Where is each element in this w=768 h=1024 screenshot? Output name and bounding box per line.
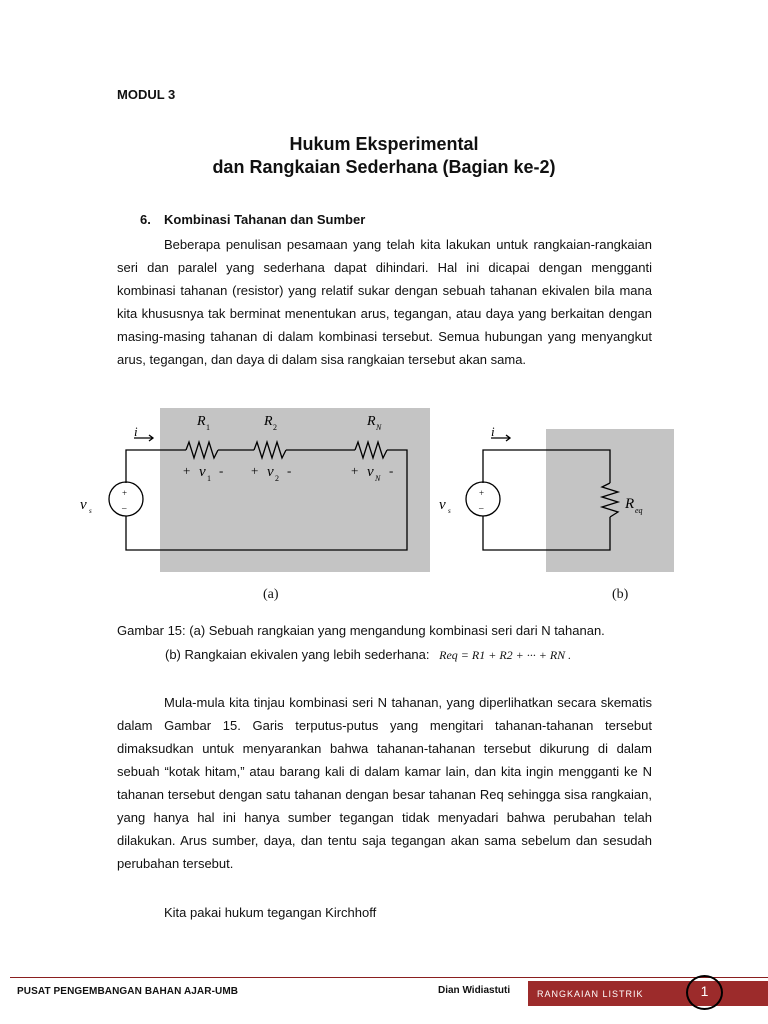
vn-minus: - [389, 463, 394, 478]
source-sub-b: s [448, 507, 451, 515]
current-label-a: i [134, 424, 138, 439]
paragraph-1: Beberapa penulisan pesamaan yang telah kita lakukan untuk rangkaian-rangkaian seri dan paralel yang sederhana dapat dihindari. Hal ini dicapai dengan mengganti kombinasi tahanan (resistor) yang relatif sukar dengan sebuah tahanan ekivalen bila mana kita khususnya tak berminat menentukan arus, tegangan, atau daya yang berkaitan dengan masing-masing tahanan di dalam kombinasi tersebut. Semua hubungan yang menyangkut arus, tegangan, dan daya di dalam sisa rangkaian tersebut akan sama. [117, 237, 652, 367]
section-title: Kombinasi Tahanan dan Sumber [164, 212, 366, 227]
vn-plus: + [351, 463, 359, 478]
v1-sub: 1 [207, 474, 211, 483]
section-number: 6. [140, 212, 151, 227]
paragraph-3: Kita pakai hukum tegangan Kirchhoff [164, 905, 377, 920]
page-number: 1 [700, 983, 709, 999]
vn-label: v [367, 464, 374, 480]
footer-institution: PUSAT PENGEMBANGAN BAHAN AJAR-UMB [17, 986, 239, 997]
rn-label: R [367, 414, 376, 429]
vn-sub: N [375, 474, 381, 483]
source-label-b: v [439, 497, 446, 513]
req-label: R [625, 496, 635, 512]
v1-minus: - [219, 463, 224, 478]
v2-label: v [267, 464, 274, 480]
r2-label: R [264, 414, 273, 429]
paragraph-2: Mula-mula kita tinjau kombinasi seri N tahanan, yang diperlihatkan secara skematis dalam Gambar 15. Garis terputus-putus yang mengitari tahanan-tahanan tersebut dimaksudkan untuk menyarankan bahwa tahanan-tahanan tersebut dikurung di dalam sebuah “kotak hitam,” atau barang kali di dalam kamar lain, dan kita ingin mengganti ke N tahanan tersebut dengan satu tahanan dengan besar tahanan Req sehingga sisa rangkaian, yang hanya hal ini hanya sumber tegangan tidak menyadari bahwa perubahan telah dilakukan. Arus sumber, daya, dan tentu saja tegangan akan sama sebelum dan sesudah perubahan tersebut. [117, 695, 652, 871]
footer-author: Dian Widiastuti [438, 985, 511, 996]
caption-formula: Req = R1 + R2 + ··· + RN . [439, 648, 572, 662]
source-minus-b: – [479, 503, 484, 513]
footer-course: RANGKAIAN LISTRIK [537, 989, 644, 999]
req-sub: eq [635, 506, 643, 515]
caption-text: (b) Rangkaian ekivalen yang lebih sederhana: [165, 647, 430, 662]
v2-plus: + [251, 463, 259, 478]
source-plus-b: + [479, 488, 485, 498]
footer-divider [10, 977, 768, 978]
current-label-b: i [491, 424, 495, 439]
v2-minus: - [287, 463, 292, 478]
black-box-a [160, 408, 430, 572]
r1-label: R [197, 414, 206, 429]
v1-label: v [199, 464, 206, 480]
source-sub-a: s [89, 507, 92, 515]
r1-sub: 1 [206, 423, 210, 432]
source-label-a: v [80, 497, 87, 513]
source-plus-a: + [122, 488, 128, 498]
v1-plus: + [183, 463, 191, 478]
figure-caption-line-2 [165, 647, 571, 663]
title-line-1: Hukum Eksperimental [289, 134, 479, 154]
source-minus-a: – [122, 503, 127, 513]
title-line-2: dan Rangkaian Sederhana (Bagian ke-2) [212, 157, 556, 177]
module-label: MODUL 3 [117, 87, 176, 102]
figure-caption-line-1: Gambar 15: (a) Sebuah rangkaian yang mengandung kombinasi seri dari N tahanan. [117, 623, 605, 638]
rn-sub: N [376, 423, 382, 432]
figure-label-b: (b) [612, 587, 629, 602]
figure-label-a: (a) [263, 587, 279, 602]
v2-sub: 2 [275, 474, 279, 483]
r2-sub: 2 [273, 423, 277, 432]
